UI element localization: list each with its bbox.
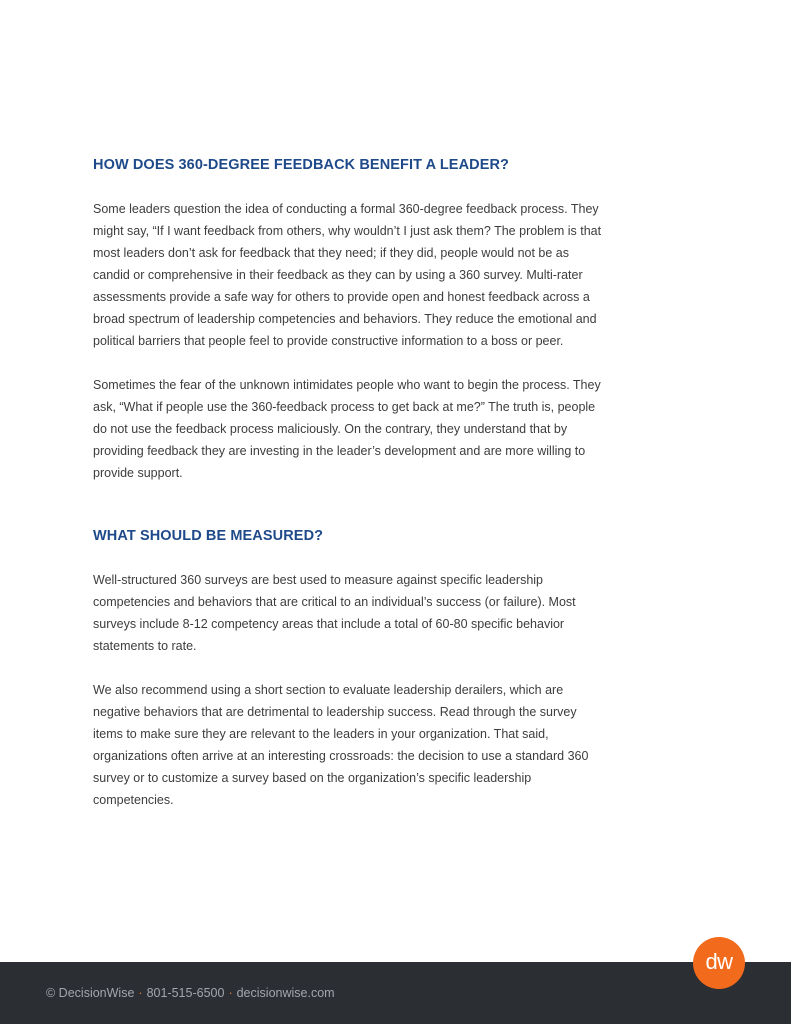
footer-separator-2: ·	[228, 986, 233, 1000]
paragraph-measured-1: Well-structured 360 surveys are best used to measure against specific leadership competencies and behaviors that are critical to an individual’s success (or failure). Most surveys include 8-12 competency areas that include a total of 60-80 specific behavior statements to rate.	[93, 573, 576, 653]
section-heading-benefit: HOW DOES 360-DEGREE FEEDBACK BENEFIT A LEADER?	[93, 157, 510, 173]
section-heading-measured: WHAT SHOULD BE MEASURED?	[93, 528, 324, 544]
decisionwise-logo-icon	[693, 937, 745, 989]
paragraph-benefit-1: Some leaders question the idea of conducting a formal 360-degree feedback process. They might say, “If I want feedback from others, why wouldn’t I just ask them? The problem is that most leaders don’t ask for feedback that they need; if they did, people would not be as candid or comprehensive in their feedback as they can by using a 360 survey. Multi-rater assessments provide a safe way for others to provide open and honest feedback across a broad spectrum of leadership competencies and behaviors. They reduce the emotional and political barriers that people feel to provide constructive information to a boss or peer.	[93, 202, 602, 348]
paragraph-benefit-2: Sometimes the fear of the unknown intimidates people who want to begin the process. They ask, “What if people use the 360-feedback process to get back at me?” The truth is, people do not use the feedback process maliciously. On the contrary, they understand that by providing feedback they are investing in the leader’s development and are more willing to provide support.	[93, 378, 601, 480]
footer-website-link[interactable]: decisionwise.com	[236, 986, 335, 1000]
footer-separator-1: ·	[138, 986, 143, 1000]
footer-phone[interactable]: 801-515-6500	[146, 986, 225, 1000]
document-body	[93, 155, 605, 811]
logo-text: dw	[705, 949, 733, 974]
paragraph-measured-2: We also recommend using a short section to evaluate leadership derailers, which are negative behaviors that are detrimental to leadership success. Read through the survey items to make sure they are relevant to the leaders in your organization. That said, organizations often arrive at an interesting crossroads: the decision to use a standard 360 survey or to customize a survey based on the organization’s specific leadership competencies.	[93, 683, 589, 807]
footer-copyright: © DecisionWise	[46, 986, 135, 1000]
footer-contact	[46, 983, 335, 1003]
